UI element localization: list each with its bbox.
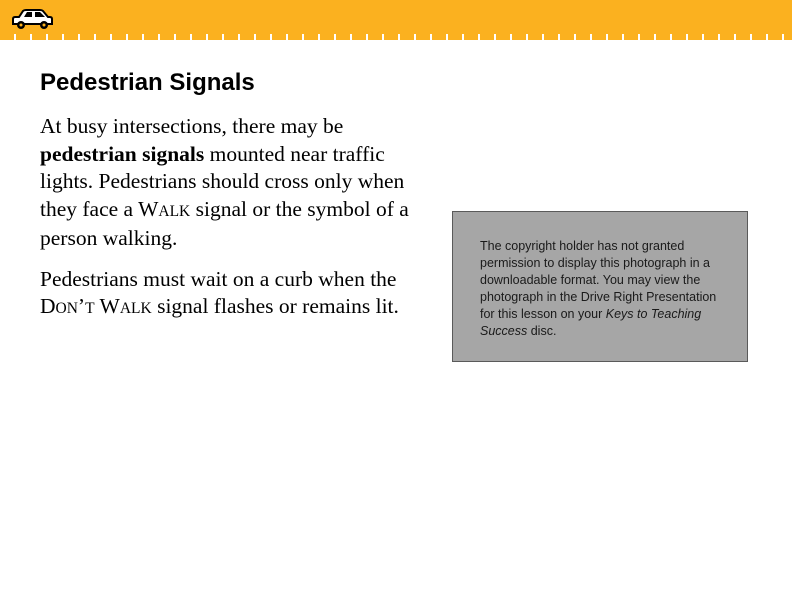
small-caps-run: ALK: [158, 202, 191, 220]
header-bar: [0, 0, 792, 36]
copyright-notice: [480, 238, 730, 340]
small-caps-run: ON: [55, 300, 78, 317]
paragraph-dont-walk: [40, 266, 412, 323]
notice-text: The copyright holder has not granted permission to display this photograph in a downloadable format. You may view the photograph in the Drive Right Presentation for this lesson on your: [480, 239, 717, 321]
disc-title: Keys to Teaching Success: [480, 307, 702, 338]
text-run: mounted near traffic lights. Pedestrians should cross only when they face a W: [40, 141, 405, 221]
small-caps-run: ALK: [119, 300, 152, 317]
slide-body: [40, 113, 412, 323]
text-run: Pedestrians must wait on a curb when the D: [40, 266, 397, 318]
text-run: signal flashes or remains lit.: [151, 294, 399, 318]
apostrophe: ’: [77, 294, 86, 318]
text-run: At busy intersections, there may be: [40, 114, 344, 138]
slide-title: Pedestrian Signals: [40, 69, 255, 96]
car-icon: [10, 8, 54, 30]
small-caps-run: T: [85, 300, 95, 317]
paragraph-pedestrian-signals: [40, 113, 412, 253]
photo-placeholder: [452, 211, 748, 362]
notice-text-end: disc.: [527, 324, 557, 338]
header-bar-edge: [0, 34, 792, 40]
text-run: W: [94, 294, 120, 318]
bold-term: pedestrian signals: [40, 141, 205, 166]
text-run: signal or the symbol of a person walking.: [40, 196, 409, 250]
